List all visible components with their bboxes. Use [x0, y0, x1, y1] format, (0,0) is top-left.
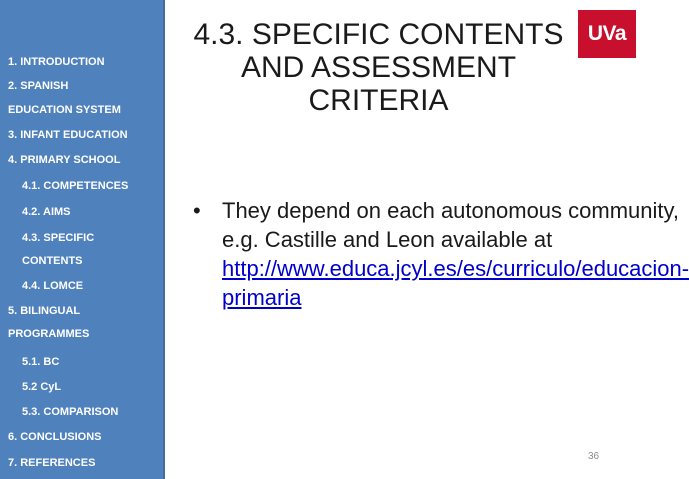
nav-references[interactable]: 7. REFERENCES	[8, 457, 96, 469]
bullet-content	[222, 196, 689, 312]
curriculum-link[interactable]: http://www.educa.jcyl.es/es/curriculo/educacion-primaria	[222, 256, 689, 310]
nav-conclusions[interactable]: 6. CONCLUSIONS	[8, 431, 102, 443]
nav-introduction[interactable]: 1. INTRODUCTION	[8, 56, 105, 68]
nav-bc[interactable]: 5.1. BC	[22, 356, 60, 368]
bullet-icon: •	[193, 198, 201, 223]
nav-bilingual-programmes[interactable]: 5. BILINGUAL	[8, 305, 81, 317]
sidebar-nav	[0, 0, 165, 479]
slide-title: 4.3. SPECIFIC CONTENTS AND ASSESSMENT CRITERIA	[193, 18, 564, 117]
nav-competences[interactable]: 4.1. COMPETENCES	[22, 180, 129, 192]
nav-comparison[interactable]: 5.3. COMPARISON	[22, 406, 119, 418]
nav-cyl[interactable]: 5.2 CyL	[22, 381, 62, 393]
nav-spanish-education-system[interactable]: 2. SPANISH	[8, 80, 69, 92]
nav-specific-contents-line2[interactable]: CONTENTS	[22, 255, 83, 267]
page-number: 36	[588, 451, 600, 462]
nav-aims[interactable]: 4.2. AIMS	[22, 206, 71, 218]
nav-lomce[interactable]: 4.4. LOMCE	[22, 280, 84, 292]
nav-bilingual-programmes-line2[interactable]: PROGRAMMES	[8, 328, 90, 340]
nav-specific-contents[interactable]: 4.3. SPECIFIC	[22, 232, 95, 244]
nav-spanish-education-system-line2[interactable]: EDUCATION SYSTEM	[8, 104, 121, 116]
nav-infant-education[interactable]: 3. INFANT EDUCATION	[8, 129, 128, 141]
nav-primary-school[interactable]: 4. PRIMARY SCHOOL	[8, 154, 121, 166]
uva-logo: UVa	[578, 10, 636, 58]
bullet-text: They depend on each autonomous community, e.g. Castille and Leon available at	[222, 198, 679, 252]
bullet-item	[193, 196, 689, 312]
